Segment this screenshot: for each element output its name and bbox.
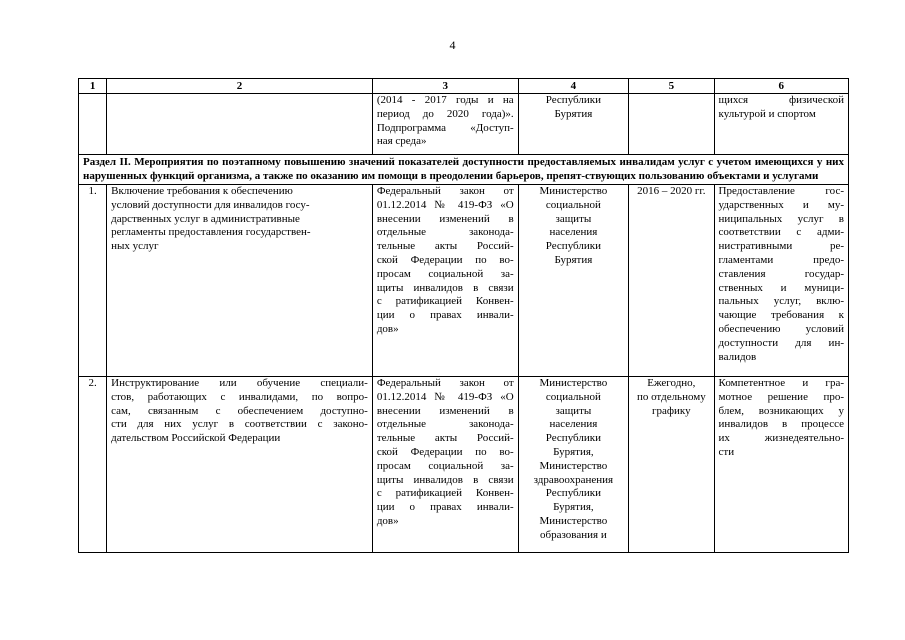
column-number: 1 [79, 79, 107, 94]
text-line: Республики [545, 487, 601, 500]
text-line: ции о правах инвали- [376, 501, 514, 514]
text-line: по отдельному [636, 390, 706, 403]
column-number: 2 [107, 79, 373, 94]
text-line: Подпрограмма «Доступ- [376, 121, 514, 134]
text-line: Бурятия [554, 253, 593, 266]
text-line: внесении изменений в [376, 212, 514, 225]
text-line: инвалидов в процессе [718, 418, 844, 431]
text-line: ской Федерации по во- [376, 445, 514, 458]
text-line: 01.12.2014 № 419-ФЗ «О [376, 390, 514, 403]
text-line: щиты инвалидов в связи [376, 281, 514, 294]
cell-measure [107, 185, 373, 377]
text-line: Бурятия, [553, 501, 594, 514]
column-number: 6 [714, 79, 848, 94]
text-line: Министерство [539, 185, 608, 197]
column-number: 5 [629, 79, 714, 94]
text-line: ударственных и му- [718, 198, 844, 211]
text-line: здравоохранения [533, 473, 614, 486]
text-line: дарственных услуг в административные [111, 212, 300, 225]
cell-empty [629, 94, 714, 155]
text-line: сти для них услуг в соответствии с законо- [111, 418, 368, 431]
cell-responsible [518, 377, 628, 553]
text-line: Республики [545, 240, 601, 253]
text-line: мотное решение про- [718, 390, 844, 403]
measures-table [78, 78, 849, 553]
text-line: населения [549, 226, 598, 239]
text-line: просам социальной за- [376, 267, 514, 280]
cell-legal-basis [372, 377, 518, 553]
text-line: с ратификацией Конвен- [376, 487, 514, 500]
text-line: культурой и спортом [718, 107, 816, 120]
table-row [79, 185, 849, 377]
text-line: Министерство [539, 377, 608, 389]
text-line: доступности для ин- [718, 336, 844, 349]
text-line: населения [549, 418, 598, 431]
cell-legal-basis [372, 185, 518, 377]
text-line: дов» [376, 322, 399, 335]
text-line: просам социальной за- [376, 459, 514, 472]
text-line: дательством Российской Федерации [111, 432, 281, 445]
text-line: чающие требования к [718, 309, 844, 322]
text-line: ниципальных услуг в [718, 212, 844, 225]
text-line: блем, возникающих у [718, 404, 844, 417]
text-line: обеспечению условий [718, 322, 844, 335]
text-line: условий доступности для инвалидов госу- [111, 198, 310, 211]
column-number-row [79, 79, 849, 94]
text-line: Включение требования к обеспечению [111, 185, 293, 197]
text-line: 2016 – 2020 гг. [637, 185, 706, 197]
row-number: 2. [79, 377, 107, 553]
row-number: 1. [79, 185, 107, 377]
text-line: период до 2020 года)». [376, 107, 514, 120]
text-line: соответствии с адми- [718, 226, 844, 239]
text-line: их жизнедеятельно- [718, 432, 844, 445]
cell-measure [107, 377, 373, 553]
column-number: 4 [518, 79, 628, 94]
text-line: Республики [545, 432, 601, 445]
text-line: сам, связанным с обеспечением доступно- [111, 404, 368, 417]
table-row [79, 377, 849, 553]
cell-responsible [518, 94, 628, 155]
cell-result [714, 377, 848, 553]
section-row [79, 155, 849, 185]
section-title: Раздел II. Мероприятия по поэтапному повышению значений показателей доступности предоставляемых инвалидам услуг с учетом имеющихся у них нарушенных функций организма, а также по оказанию им помощи в преодолении барьеров, препят-ствующих пользованию объектами и услугами [79, 155, 849, 185]
cell-result [714, 94, 848, 155]
cell-responsible [518, 185, 628, 377]
cell-legal-basis [372, 94, 518, 155]
text-line: тельные акты Россий- [376, 240, 514, 253]
text-line: ных услуг [111, 240, 159, 253]
text-line: защиты [555, 212, 592, 225]
text-line: отдельные законода- [376, 226, 514, 239]
cell-empty [107, 94, 373, 155]
cell-result [714, 185, 848, 377]
text-line: валидов [718, 350, 757, 363]
text-line: стов, работающих с инвалидами, по вопро- [111, 390, 368, 403]
text-line: нистративными ре- [718, 240, 844, 253]
text-line: тельные акты Россий- [376, 432, 514, 445]
text-line: отдельные законода- [376, 418, 514, 431]
text-line: щихся физической [718, 94, 844, 106]
text-line: ная среда» [376, 135, 427, 148]
text-line: (2014 - 2017 годы и на [376, 94, 514, 106]
text-line: Ежегодно, [647, 377, 696, 389]
text-line: Инструктирование или обучение специали- [111, 377, 368, 389]
cell-deadline [629, 377, 714, 553]
text-line: Федеральный закон от [376, 377, 514, 389]
column-number: 3 [372, 79, 518, 94]
text-line: 01.12.2014 № 419-ФЗ «О [376, 198, 514, 211]
page-number: 4 [449, 38, 456, 52]
text-line: образования и [540, 528, 607, 541]
text-line: Бурятия [554, 107, 593, 120]
text-line: ции о правах инвали- [376, 309, 514, 322]
text-line: Министерство [539, 514, 608, 527]
text-line: щиты инвалидов в связи [376, 473, 514, 486]
text-line: Министерство [539, 459, 608, 472]
text-line: сти [718, 445, 735, 458]
cell-deadline [629, 185, 714, 377]
text-line: социальной [545, 198, 601, 211]
text-line: Бурятия, [553, 445, 594, 458]
text-line: графику [652, 404, 691, 417]
text-line: пальных услуг, вклю- [718, 295, 844, 308]
text-line: ставления государ- [718, 267, 844, 280]
text-line: гламентами предо- [718, 253, 844, 266]
text-line: Компетентное и гра- [718, 377, 844, 389]
text-line: защиты [555, 404, 592, 417]
text-line: социальной [545, 390, 601, 403]
text-line: ской Федерации по во- [376, 253, 514, 266]
text-line: регламенты предоставления государствен- [111, 226, 311, 239]
text-line: с ратификацией Конвен- [376, 295, 514, 308]
text-line: Федеральный закон от [376, 185, 514, 197]
cell-empty [79, 94, 107, 155]
text-line: внесении изменений в [376, 404, 514, 417]
text-line: Предоставление гос- [718, 185, 844, 197]
continuation-row [79, 94, 849, 155]
text-line: ственных и муници- [718, 281, 844, 294]
text-line: Республики [545, 94, 601, 106]
text-line: дов» [376, 514, 399, 527]
